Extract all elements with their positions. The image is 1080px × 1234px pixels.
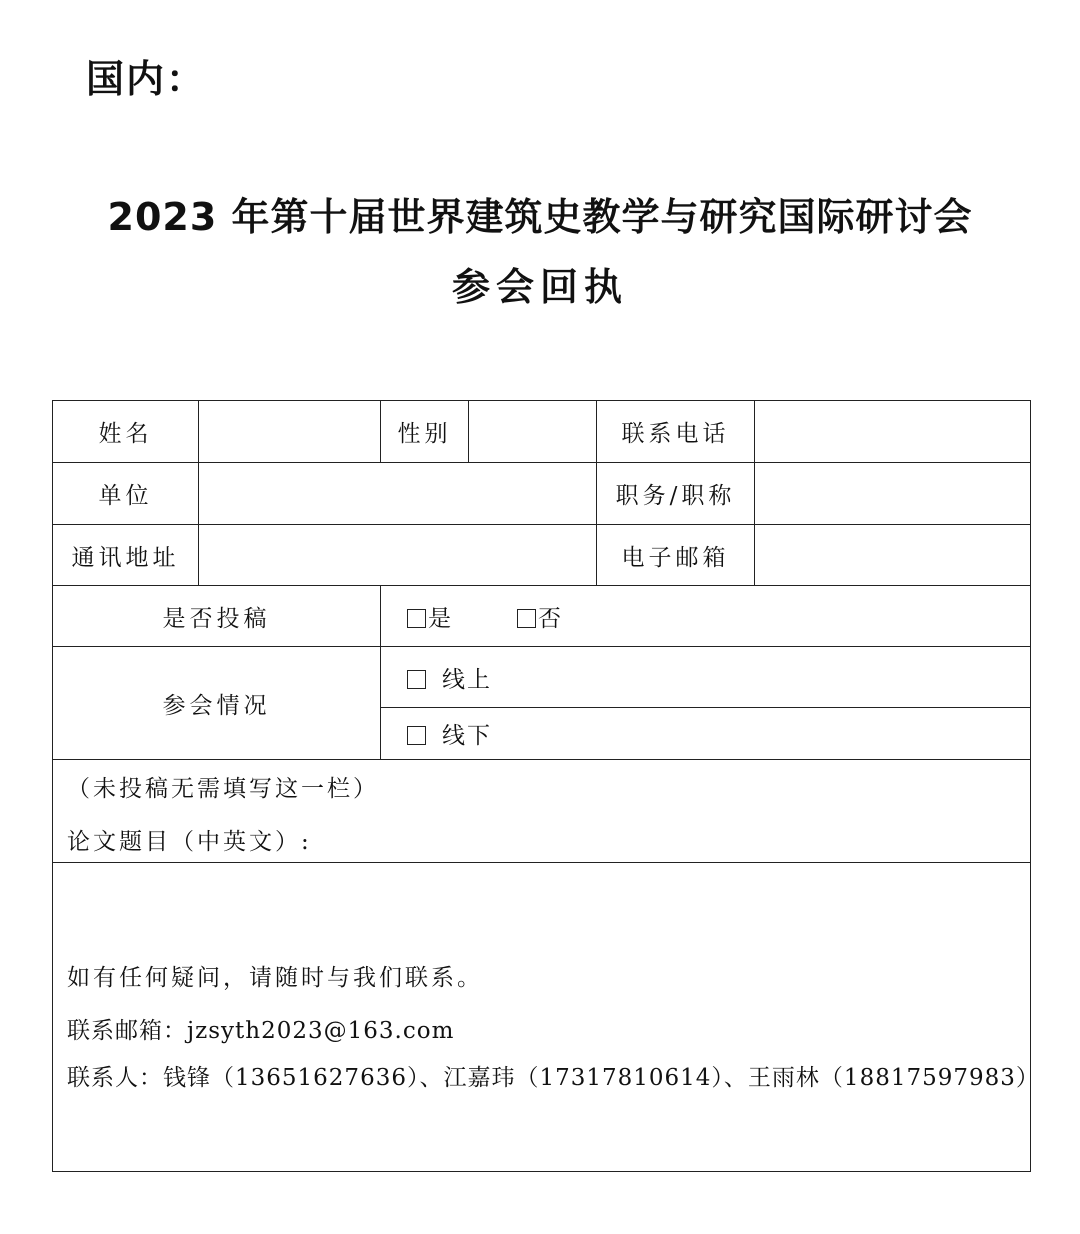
page-title: 2023 年第十届世界建筑史教学与研究国际研讨会 bbox=[107, 195, 973, 239]
attendance-label: 参会情况 bbox=[53, 647, 381, 760]
attend-offline-label: 线下 bbox=[442, 723, 492, 749]
contact-email: 联系邮箱：jzsyth2023@163.com bbox=[67, 1018, 455, 1044]
organization-label: 单位 bbox=[53, 463, 199, 525]
row-name bbox=[53, 401, 1031, 463]
paper-title-label: 论文题目（中英文）: bbox=[67, 829, 312, 855]
phone-label: 联系电话 bbox=[597, 401, 755, 463]
row-submission bbox=[53, 586, 1031, 647]
contact-people: 联系人：钱锋（13651627636）、江嘉玮（17317810614）、王雨林（18817597983） bbox=[67, 1065, 1040, 1091]
name-field[interactable] bbox=[199, 401, 381, 463]
section-heading-domestic: 国内： bbox=[86, 57, 207, 101]
position-field[interactable] bbox=[755, 463, 1031, 525]
submit-no-checkbox[interactable] bbox=[517, 609, 536, 628]
row-paper-title bbox=[53, 760, 1031, 863]
submit-yes-checkbox[interactable] bbox=[407, 609, 426, 628]
name-label: 姓名 bbox=[53, 401, 199, 463]
submit-yes-label: 是 bbox=[428, 605, 453, 632]
attend-online-checkbox[interactable] bbox=[407, 670, 426, 689]
attend-online-label: 线上 bbox=[442, 666, 492, 693]
row-address bbox=[53, 525, 1031, 586]
submission-options bbox=[381, 586, 1031, 647]
address-field[interactable] bbox=[199, 525, 597, 586]
paper-title-field[interactable] bbox=[53, 760, 1031, 863]
paper-note: （未投稿无需填写这一栏） bbox=[67, 776, 379, 802]
contact-question: 如有任何疑问，请随时与我们联系。 bbox=[67, 965, 483, 991]
attend-offline-checkbox[interactable] bbox=[407, 726, 426, 745]
address-label: 通讯地址 bbox=[53, 525, 199, 586]
gender-label: 性别 bbox=[381, 401, 469, 463]
row-organization bbox=[53, 463, 1031, 525]
attendance-online-option bbox=[381, 647, 1031, 708]
phone-field[interactable] bbox=[755, 401, 1031, 463]
email-field[interactable] bbox=[755, 525, 1031, 586]
submission-label: 是否投稿 bbox=[53, 586, 381, 647]
row-attendance-online bbox=[53, 647, 1031, 708]
submit-no-label: 否 bbox=[538, 605, 563, 632]
organization-field[interactable] bbox=[199, 463, 597, 525]
contact-info bbox=[53, 863, 1040, 1172]
email-label: 电子邮箱 bbox=[597, 525, 755, 586]
registration-form-table bbox=[52, 400, 1040, 1172]
position-label: 职务/职称 bbox=[597, 463, 755, 525]
page-subtitle: 参会回执 bbox=[451, 265, 628, 309]
row-contact bbox=[53, 863, 1031, 1172]
attendance-offline-option bbox=[381, 708, 1031, 760]
gender-field[interactable] bbox=[469, 401, 597, 463]
